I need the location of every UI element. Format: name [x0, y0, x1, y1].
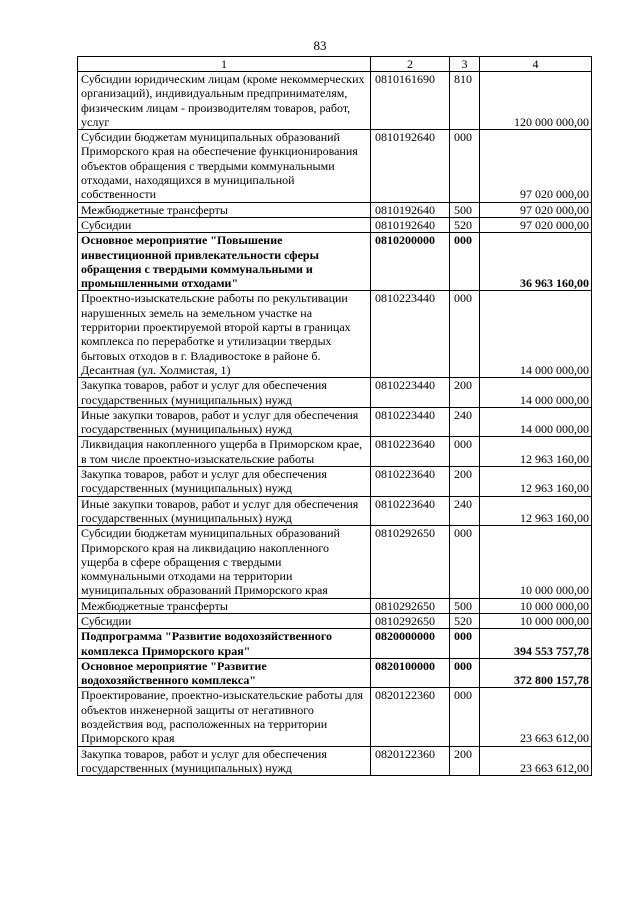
table-row [78, 467, 592, 497]
row-kvr-cell: 200 [450, 467, 480, 497]
row-name-cell: Основное мероприятие "Повышение инвестиционной привлекательности сферы обращения с твердыми коммунальными и промышленными отходами" [78, 233, 371, 291]
row-amount-cell: 97 020 000,00 [480, 217, 592, 232]
row-amount-cell: 120 000 000,00 [480, 72, 592, 130]
page-number: 83 [313, 38, 327, 53]
table-row [78, 407, 592, 437]
column-header-code: 2 [371, 57, 450, 72]
row-kvr-cell: 240 [450, 496, 480, 526]
table-row [78, 72, 592, 130]
row-name-cell: Иные закупки товаров, работ и услуг для обеспечения государственных (муниципальных) нужд [78, 496, 371, 526]
row-amount-cell: 10 000 000,00 [480, 613, 592, 628]
row-code-cell: 0810161690 [371, 72, 450, 130]
row-amount-cell: 14 000 000,00 [480, 291, 592, 378]
row-name-cell: Субсидии юридическим лицам (кроме некоммерческих организаций), индивидуальным предпринимателям, физическим лицам - производителям товаров, работ, услуг [78, 72, 371, 130]
table-row [78, 658, 592, 688]
row-name-cell: Субсидии бюджетам муниципальных образований Приморского края на ликвидацию накопленного ущерба в сфере обращения с твердыми коммунальными отходами на территории муниципальных образований Приморского края [78, 526, 371, 598]
row-kvr-cell: 520 [450, 217, 480, 232]
budget-table [77, 56, 592, 776]
table-row [78, 496, 592, 526]
row-kvr-cell: 000 [450, 629, 480, 659]
row-kvr-cell: 200 [450, 378, 480, 408]
table-row [78, 291, 592, 378]
row-amount-cell: 12 963 160,00 [480, 496, 592, 526]
row-name-cell: Подпрограмма "Развитие водохозяйственного комплекса Приморского края" [78, 629, 371, 659]
row-amount-cell: 14 000 000,00 [480, 378, 592, 408]
column-header-amount: 4 [480, 57, 592, 72]
row-code-cell: 0810223640 [371, 437, 450, 467]
row-code-cell: 0810223640 [371, 467, 450, 497]
column-header-name: 1 [78, 57, 371, 72]
row-code-cell: 0810200000 [371, 233, 450, 291]
table-row [78, 613, 592, 628]
row-name-cell: Субсидии [78, 613, 371, 628]
table-row [78, 526, 592, 598]
row-name-cell: Иные закупки товаров, работ и услуг для обеспечения государственных (муниципальных) нужд [78, 407, 371, 437]
row-kvr-cell: 000 [450, 291, 480, 378]
row-code-cell: 0810292650 [371, 613, 450, 628]
row-kvr-cell: 000 [450, 233, 480, 291]
row-name-cell: Межбюджетные трансферты [78, 598, 371, 613]
row-code-cell: 0820122360 [371, 688, 450, 746]
column-header-kvr: 3 [450, 57, 480, 72]
table-row [78, 202, 592, 217]
row-name-cell: Субсидии [78, 217, 371, 232]
row-kvr-cell: 810 [450, 72, 480, 130]
row-code-cell: 0810192640 [371, 202, 450, 217]
table-row [78, 746, 592, 776]
table-row [78, 688, 592, 746]
table-row [78, 437, 592, 467]
row-amount-cell: 372 800 157,78 [480, 658, 592, 688]
row-amount-cell: 394 553 757,78 [480, 629, 592, 659]
row-code-cell: 0810223440 [371, 378, 450, 408]
table-row [78, 217, 592, 232]
row-code-cell: 0820122360 [371, 746, 450, 776]
row-amount-cell: 10 000 000,00 [480, 526, 592, 598]
row-code-cell: 0810292650 [371, 598, 450, 613]
row-amount-cell: 97 020 000,00 [480, 202, 592, 217]
row-kvr-cell: 000 [450, 526, 480, 598]
table-row [78, 598, 592, 613]
row-name-cell: Проектирование, проектно-изыскательские работы для объектов инженерной защиты от негативного воздействия вод, расположенных на территории Приморского края [78, 688, 371, 746]
table-header-row [78, 57, 592, 72]
row-kvr-cell: 240 [450, 407, 480, 437]
row-kvr-cell: 520 [450, 613, 480, 628]
table-row [78, 130, 592, 202]
row-amount-cell: 12 963 160,00 [480, 467, 592, 497]
row-amount-cell: 14 000 000,00 [480, 407, 592, 437]
row-kvr-cell: 500 [450, 598, 480, 613]
row-amount-cell: 36 963 160,00 [480, 233, 592, 291]
row-name-cell: Субсидии бюджетам муниципальных образований Приморского края на обеспечение функционирования объектов обращения с твердыми коммунальными отходами, находящихся в муниципальной собственности [78, 130, 371, 202]
row-code-cell: 0810223440 [371, 291, 450, 378]
row-kvr-cell: 000 [450, 688, 480, 746]
row-kvr-cell: 200 [450, 746, 480, 776]
row-name-cell: Межбюджетные трансферты [78, 202, 371, 217]
row-code-cell: 0810223440 [371, 407, 450, 437]
row-code-cell: 0820100000 [371, 658, 450, 688]
row-amount-cell: 23 663 612,00 [480, 746, 592, 776]
row-amount-cell: 23 663 612,00 [480, 688, 592, 746]
row-name-cell: Основное мероприятие "Развитие водохозяйственного комплекса" [78, 658, 371, 688]
row-name-cell: Закупка товаров, работ и услуг для обеспечения государственных (муниципальных) нужд [78, 378, 371, 408]
row-name-cell: Проектно-изыскательские работы по рекультивации нарушенных земель на земельном участке на территории проектируемой второй карты в границах комплекса по переработке и утилизации твердых бытовых отходов в г. Владивостоке в районе б. Десантная (ул. Холмистая, 1) [78, 291, 371, 378]
table-row [78, 629, 592, 659]
row-amount-cell: 12 963 160,00 [480, 437, 592, 467]
row-code-cell: 0810192640 [371, 130, 450, 202]
row-name-cell: Закупка товаров, работ и услуг для обеспечения государственных (муниципальных) нужд [78, 746, 371, 776]
row-kvr-cell: 500 [450, 202, 480, 217]
row-amount-cell: 97 020 000,00 [480, 130, 592, 202]
row-code-cell: 0810192640 [371, 217, 450, 232]
row-kvr-cell: 000 [450, 658, 480, 688]
row-kvr-cell: 000 [450, 437, 480, 467]
table-row [78, 378, 592, 408]
row-code-cell: 0810292650 [371, 526, 450, 598]
row-kvr-cell: 000 [450, 130, 480, 202]
row-code-cell: 0810223640 [371, 496, 450, 526]
table-row [78, 233, 592, 291]
row-amount-cell: 10 000 000,00 [480, 598, 592, 613]
row-name-cell: Ликвидация накопленного ущерба в Приморском крае, в том числе проектно-изыскательские работы [78, 437, 371, 467]
row-code-cell: 0820000000 [371, 629, 450, 659]
row-name-cell: Закупка товаров, работ и услуг для обеспечения государственных (муниципальных) нужд [78, 467, 371, 497]
